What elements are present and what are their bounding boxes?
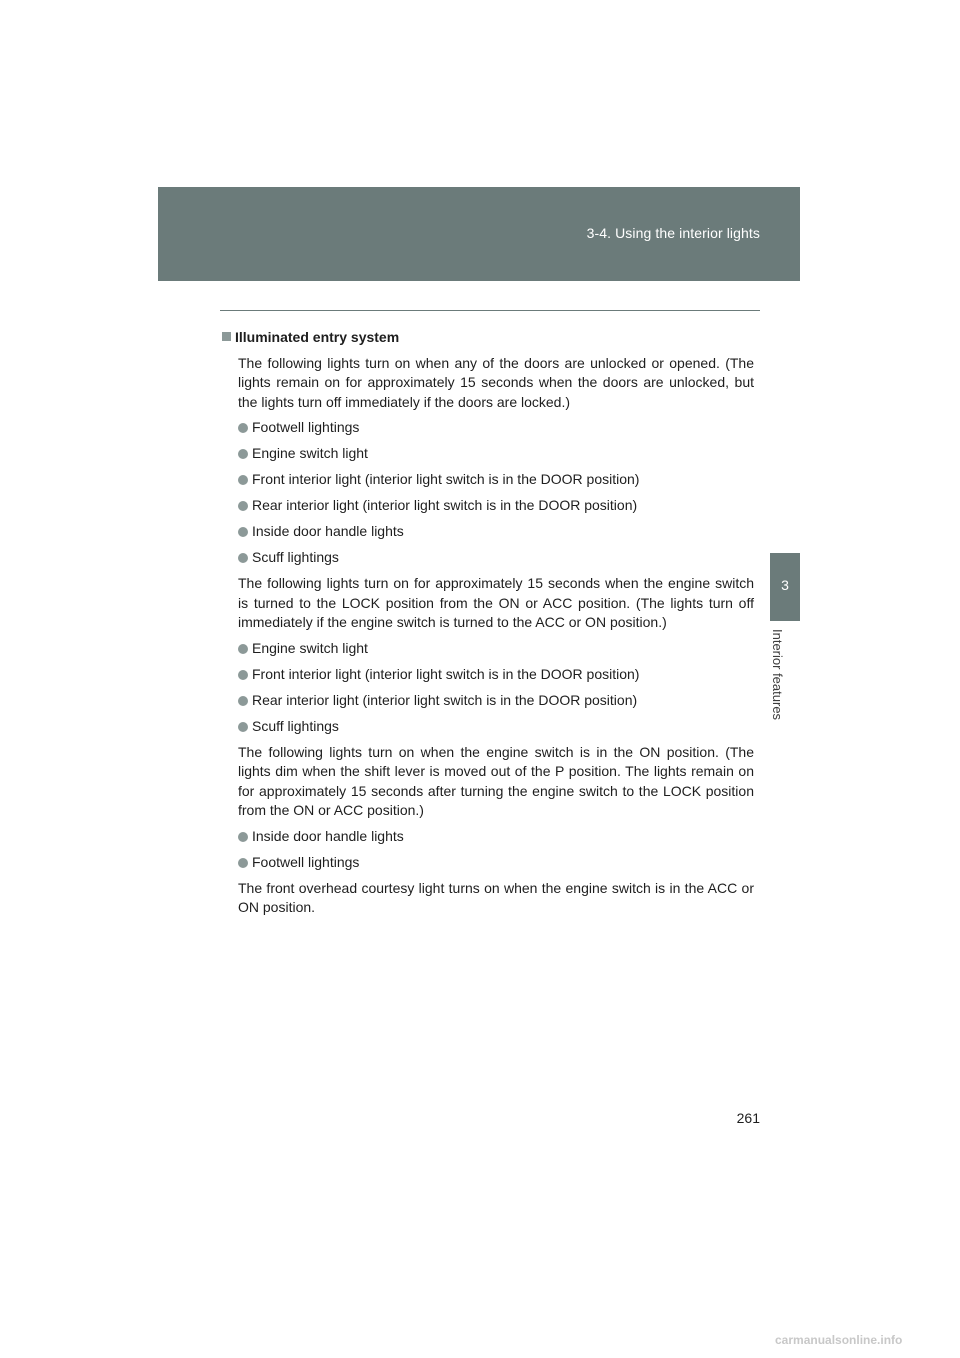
bullet-icon	[238, 670, 248, 680]
section-title: 3-4. Using the interior lights	[586, 225, 760, 241]
bullet-icon	[238, 696, 248, 706]
bullet-icon	[238, 423, 248, 433]
content	[235, 328, 754, 924]
list-item: Footwell lightings	[238, 418, 754, 438]
list-item: Rear interior light (interior light switch is in the DOOR position)	[238, 691, 754, 711]
list-item: Front interior light (interior light switch is in the DOOR position)	[238, 665, 754, 685]
list-item: Inside door handle lights	[238, 522, 754, 542]
square-bullet-icon	[222, 332, 231, 341]
subsection-heading: Illuminated entry system	[222, 328, 738, 348]
list-item: Scuff lightings	[238, 717, 754, 737]
paragraph: The front overhead courtesy light turns on when the engine switch is in the ACC or ON position.	[238, 879, 754, 915]
list-item: Rear interior light (interior light switch is in the DOOR position)	[238, 496, 754, 516]
list-item: Engine switch light	[238, 639, 754, 659]
list-item: Front interior light (interior light switch is in the DOOR position)	[238, 470, 754, 490]
bullet-icon	[238, 475, 248, 485]
watermark: carmanualsonline.info	[775, 1333, 903, 1347]
bullet-icon	[238, 501, 248, 511]
bullet-icon	[238, 832, 248, 842]
list-item: Footwell lightings	[238, 853, 754, 873]
bullet-icon	[238, 722, 248, 732]
bullet-icon	[238, 527, 248, 537]
bullet-icon	[238, 449, 248, 459]
chapter-tab	[770, 553, 800, 621]
header-bar	[158, 187, 800, 281]
bullet-icon	[238, 858, 248, 868]
paragraph: The following lights turn on when any of the doors are unlocked or opened. (The lights remain on for approximately 15 seconds when the doors are unlocked, but the lights turn off immediately if the doors are locked.)	[238, 354, 754, 410]
bullet-icon	[238, 644, 248, 654]
list-item: Scuff lightings	[238, 548, 754, 568]
list-item: Engine switch light	[238, 444, 754, 464]
header-rule	[220, 310, 760, 311]
bullet-icon	[238, 553, 248, 563]
list-item: Inside door handle lights	[238, 827, 754, 847]
paragraph: The following lights turn on when the engine switch is in the ON position. (The lights dim when the shift lever is moved out of the P position. The lights remain on for approximately 15 seconds after turning the engine switch to the LOCK position from the ON or ACC position.)	[238, 743, 754, 818]
paragraph: The following lights turn on for approximately 15 seconds when the engine switch is turned to the LOCK position from the ON or ACC position. (The lights turn off immediately if the engine switch is turned to the ACC or ON position.)	[238, 575, 754, 630]
chapter-label-text: Interior features	[770, 629, 785, 721]
chapter-label	[772, 629, 798, 759]
chapter-number: 3	[781, 577, 789, 593]
page-number: 261	[736, 1110, 760, 1126]
